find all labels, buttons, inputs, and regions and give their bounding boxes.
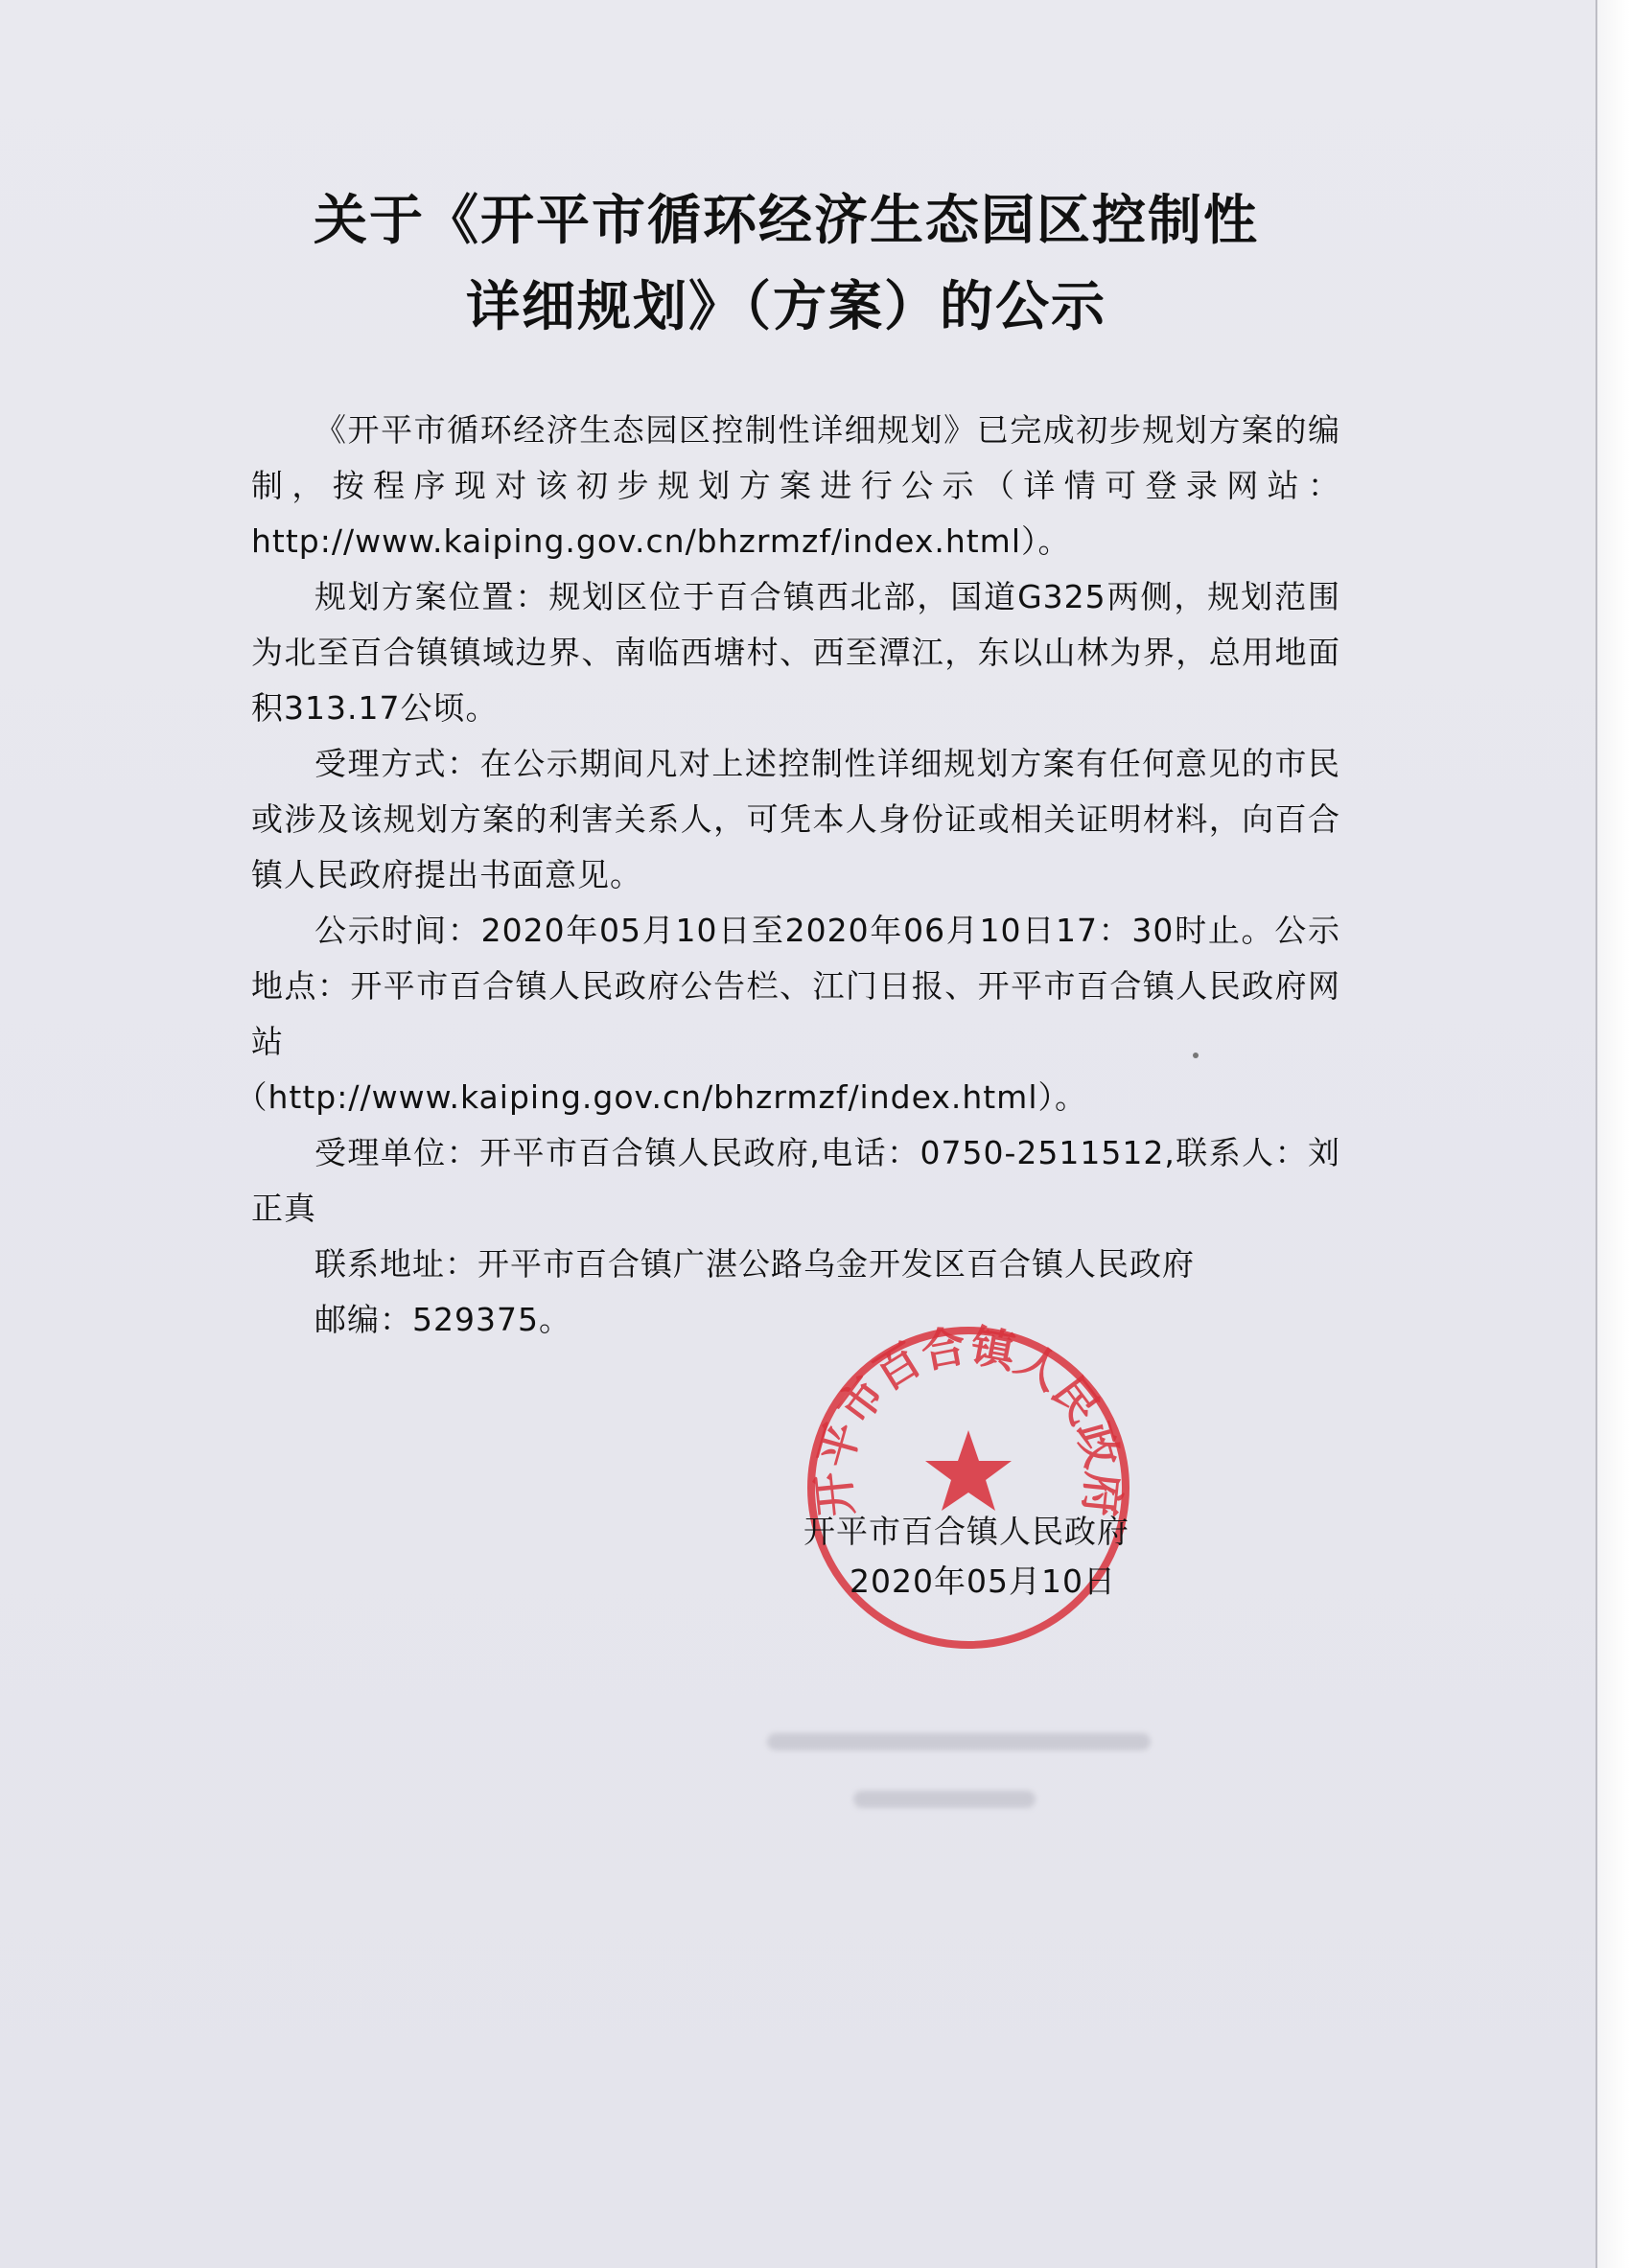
document-body	[235, 403, 1340, 1348]
signature-organization: 开平市百合镇人民政府	[803, 1513, 1129, 1550]
signature-date: 2020年05月10日	[850, 1562, 1116, 1600]
paragraph-acceptance: 受理方式：在公示期间凡对上述控制性详细规划方案有任何意见的市民或涉及该规划方案的利害关系人，可凭本人身份证或相关证明材料，向百合镇人民政府提出书面意见。	[251, 745, 1340, 893]
reverse-side-bleed-through	[748, 1718, 1170, 1823]
signature-block	[786, 1507, 1208, 1607]
document-title-line-1: 关于《开平市循环经济生态园区控制性	[314, 190, 1259, 252]
paragraph-contact-unit: 受理单位：开平市百合镇人民政府,电话：0750-2511512,联系人：刘正真	[251, 1134, 1340, 1227]
paragraph-zip: 邮编：529375。	[314, 1301, 571, 1338]
paragraph-intro: 《开平市循环经济生态园区控制性详细规划》已完成初步规划方案的编制，按程序现对该初步规划方案进行公示（详情可登录网站：http://www.kaiping.gov.cn/bhzrmzf/index.html）。	[251, 411, 1340, 560]
paragraph-period: 公示时间：2020年05月10日至2020年06月10日17：30时止。公示地点：开平市百合镇人民政府公告栏、江门日报、开平市百合镇人民政府网站	[251, 912, 1340, 1060]
paragraph-location: 规划方案位置：规划区位于百合镇西北部，国道G325两侧，规划范围为北至百合镇镇域边界、南临西塘村、西至潭江，东以山林为界，总用地面积313.17公顷。	[251, 578, 1340, 727]
scan-edge	[1595, 0, 1630, 2268]
scan-speck	[1193, 1053, 1199, 1058]
seal-text: 开平市百合镇人民政府	[806, 1323, 1130, 1519]
document-title-line-2: 详细规划》（方案）的公示	[466, 276, 1106, 338]
paragraph-url: （http://www.kaiping.gov.cn/bhzrmzf/index.html）。	[235, 1078, 1087, 1116]
paragraph-contact-address: 联系地址：开平市百合镇广湛公路乌金开发区百合镇人民政府	[314, 1245, 1195, 1283]
